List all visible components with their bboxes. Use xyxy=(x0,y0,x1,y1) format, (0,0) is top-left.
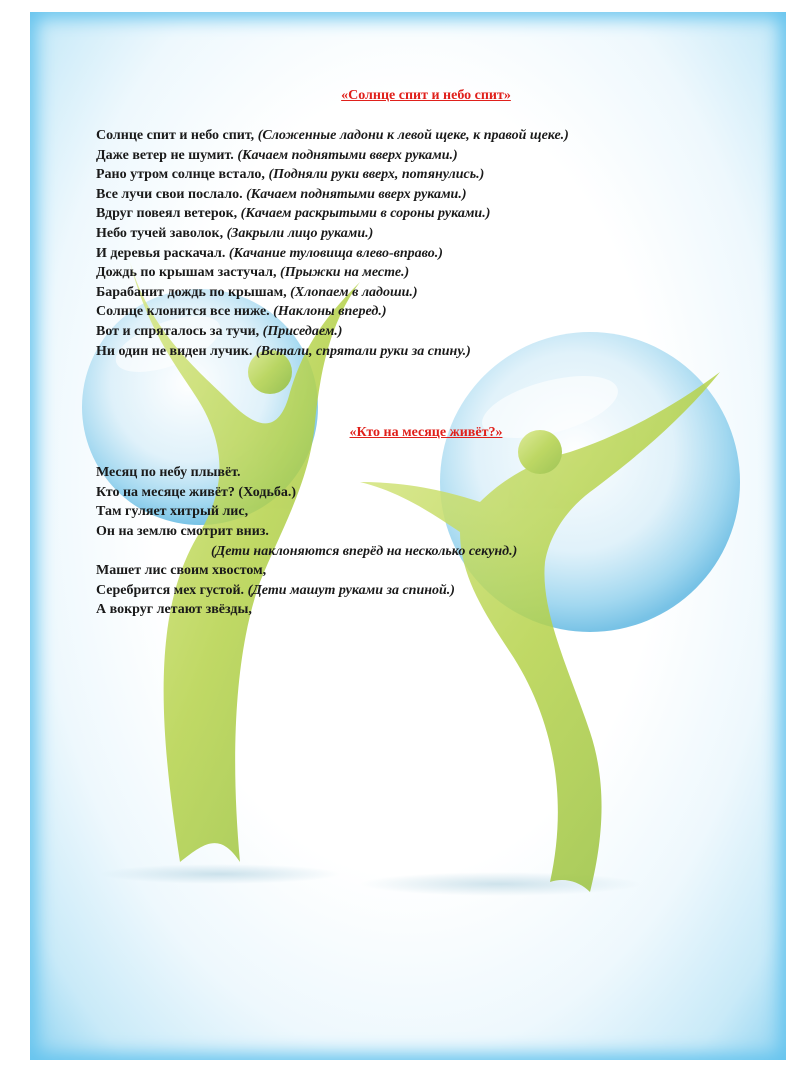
poem2-line: Там гуляет хитрый лис, xyxy=(96,504,249,520)
poem1-line: И деревья раскачал. (Качание туловища влево-вправо.) xyxy=(96,245,443,261)
poem1-line: Солнце спит и небо спит, (Сложенные ладони к левой щеке, к правой щеке.) xyxy=(96,128,569,143)
content xyxy=(96,86,736,620)
poem2-title: «Кто на месяце живёт?» xyxy=(349,425,503,441)
poem2-body xyxy=(96,463,736,620)
poem1-line: Небо тучей заволок, (Закрыли лицо руками.) xyxy=(96,225,374,241)
poem1-line: Солнце клонится все ниже. (Наклоны вперед.) xyxy=(96,304,387,320)
poem1-line: Барабанит дождь по крышам, (Хлопаем в ладоши.) xyxy=(96,284,418,300)
poem1-line: Рано утром солнце встало, (Подняли руки вверх, потянулись.) xyxy=(96,167,485,183)
floor-shadow-right xyxy=(360,872,640,896)
poem1-line: Дождь по крышам застучал, (Прыжки на месте.) xyxy=(96,265,410,281)
poem2-line: Серебрится мех густой. (Дети машут руками за спиной.) xyxy=(96,582,455,598)
poem2-line: Кто на месяце живёт? (Ходьба.) xyxy=(96,484,297,500)
poem2-line: Машет лис своим хвостом, xyxy=(96,563,267,579)
poem2-line: Месяц по небу плывёт. xyxy=(96,465,241,481)
poem1-line: Вдруг повеял ветерок, (Качаем раскрытыми в сороны руками.) xyxy=(96,206,491,222)
poem1-line: Вот и спряталось за тучи, (Приседаем.) xyxy=(96,323,343,339)
poem2-line: А вокруг летают звёзды, xyxy=(96,602,252,618)
poem1-line: Ни один не виден лучик. (Встали, спрятали руки за спину.) xyxy=(96,343,471,359)
poem1-line: Все лучи свои послало. (Качаем поднятыми вверх руками.) xyxy=(96,186,467,202)
poem2-line: (Дети наклоняются вперёд на несколько секунд.) xyxy=(211,543,518,559)
decorative-frame xyxy=(30,12,786,1060)
floor-shadow-left xyxy=(100,864,340,884)
poem1-title: «Солнце спит и небо спит» xyxy=(341,88,511,103)
poem2-line: Он на землю смотрит вниз. xyxy=(96,523,269,539)
poem1-line: Даже ветер не шумит. (Качаем поднятыми вверх руками.) xyxy=(96,147,458,163)
poem1-body xyxy=(96,126,736,361)
